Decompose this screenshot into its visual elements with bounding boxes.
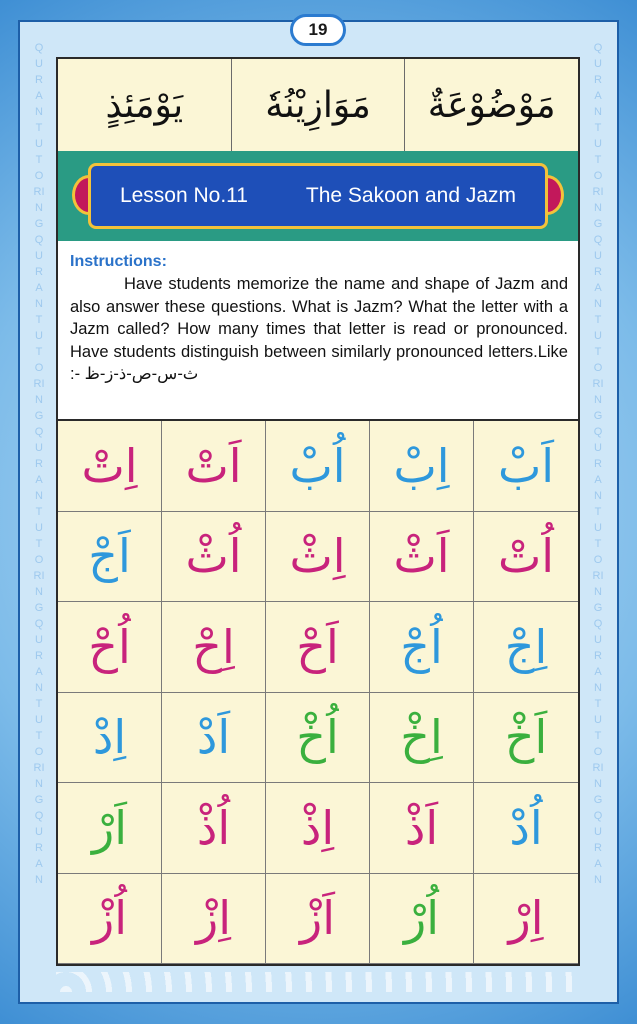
letter-cell: اَخْ	[474, 693, 578, 784]
header-word: مَوَازِيْنُهٗ	[231, 59, 405, 151]
lesson-number: Lesson No.11	[119, 184, 248, 207]
letter-cell: اِخْ	[370, 693, 474, 784]
letter-cell: اُدْ	[474, 783, 578, 874]
header-word: مَوْضُوْعَةٌ	[404, 59, 578, 151]
letter-cell: اِبْ	[370, 421, 474, 512]
letter-cell: اِذْ	[266, 783, 370, 874]
letter-cell: اَدْ	[162, 693, 266, 784]
border-text-left: QURANTUTORINGQURANTUTORINGQURANTUTORINGQURANTUTORINGQURAN	[33, 42, 45, 886]
letter-cell: اَرْ	[58, 783, 162, 874]
header-words	[58, 59, 578, 153]
border-text-right: QURANTUTORINGQURANTUTORINGQURANTUTORINGQURANTUTORINGQURAN	[592, 42, 604, 886]
instructions-body	[70, 273, 568, 386]
instructions-title: Instructions:	[70, 253, 167, 270]
letter-cell: اَزْ	[266, 874, 370, 965]
letter-cell: اَتْ	[162, 421, 266, 512]
lesson-banner	[58, 151, 578, 241]
letter-cell: اُجْ	[370, 602, 474, 693]
letter-cell: اُحْ	[58, 602, 162, 693]
lesson-title-box	[88, 163, 548, 229]
page-number: 19	[290, 14, 346, 46]
letter-cell: اُبْ	[266, 421, 370, 512]
lesson-title: The Sakoon and Jazm	[305, 184, 517, 207]
letter-cell: اَجْ	[58, 512, 162, 603]
header-word: يَوْمَئِذٍ	[105, 84, 184, 126]
letter-cell: اُخْ	[266, 693, 370, 784]
content-panel	[56, 57, 580, 966]
letter-cell: اَحْ	[266, 602, 370, 693]
letter-cell: اُرْ	[370, 874, 474, 965]
letter-cell: اِثْ	[266, 512, 370, 603]
letter-cell: اَثْ	[370, 512, 474, 603]
letter-grid	[58, 421, 578, 964]
instructions-section	[58, 241, 578, 421]
letter-cell: اُتْ	[474, 512, 578, 603]
letter-cell: اِدْ	[58, 693, 162, 784]
letter-cell: اَذْ	[370, 783, 474, 874]
letter-cell: اَبْ	[474, 421, 578, 512]
letter-cell: اِحْ	[162, 602, 266, 693]
letter-cell: اُثْ	[162, 512, 266, 603]
letter-cell: اِرْ	[474, 874, 578, 965]
letter-cell: اِجْ	[474, 602, 578, 693]
letter-cell: اِتْ	[58, 421, 162, 512]
letter-cell: اِزْ	[162, 874, 266, 965]
letter-cell: اُذْ	[162, 783, 266, 874]
decorative-wave	[56, 972, 580, 992]
letter-cell: اُزْ	[58, 874, 162, 965]
instructions-text: Have students memorize the name and shape of Jazm and also answer these questions. What is Jazm? What the letter with a Jazm called? How many times that letter is read or pronounced. Have students distinguish between similarly pronounced letters.Like :- ث-س-ص-ذ-ز-ظ	[70, 275, 568, 383]
